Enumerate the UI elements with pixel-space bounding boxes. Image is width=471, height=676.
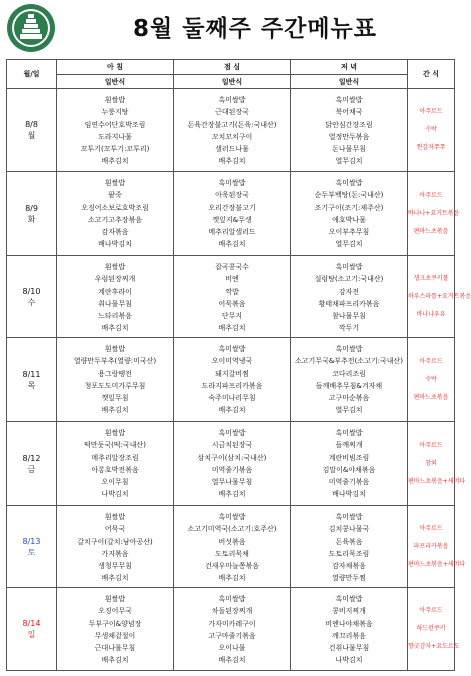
menu-item: 흰쌀밥 [104, 179, 126, 187]
snack-item: 아주르드 [419, 441, 443, 449]
snack-item: 바나나우유 [416, 310, 446, 318]
snack-item: 찐감자쭈쭈 [416, 144, 446, 151]
menu-item: 북어채국 [335, 108, 363, 117]
menu-item: 오이부추무침 [328, 228, 370, 237]
breakfast-cell [57, 422, 174, 506]
menu-item: 깍두기 [338, 324, 360, 333]
menu-item: 열량만두부추(열량:미국산) [73, 357, 157, 366]
menu-item: 시금치된장국 [211, 441, 253, 450]
emblem-logo [6, 3, 56, 53]
menu-item: 누룽지탕 [101, 108, 129, 117]
menu-item: 흰쌀밥 [104, 513, 126, 521]
menu-item: 배추김치 [218, 490, 246, 499]
snack-cell [408, 338, 455, 422]
menu-item: 배추김치 [101, 157, 129, 166]
menu-item: 열정만두볶음 [328, 132, 370, 141]
date-label: 8/13 [22, 536, 41, 546]
menu-item: 꼬투기(꼬투기:꼬투리) [80, 145, 150, 154]
snack-cell [408, 588, 460, 671]
header [0, 0, 458, 56]
snack-cell [408, 89, 455, 172]
menu-item: 돼지갈비찜 [215, 369, 249, 378]
dinner-cell [291, 588, 408, 671]
menu-item: 고구마순볶음 [328, 394, 370, 403]
menu-item: 계란후라이 [98, 287, 132, 296]
menu-item: 계란비빔조림 [328, 453, 370, 462]
menu-item: 흰쌀밥 [104, 96, 126, 104]
dinner-subheader: 일반식 [291, 75, 408, 89]
dinner-cell [291, 506, 408, 588]
menu-item: 나박김치 [335, 656, 363, 665]
lunch-cell [174, 588, 291, 671]
menu-item: 돈육간장불고기(돈육:국내산) [187, 120, 277, 129]
breakfast-cell [57, 172, 174, 256]
menu-item: 아롱호박전볶음 [91, 465, 139, 474]
snack-item: 아주르드 [419, 607, 443, 614]
weekday-label: 금 [27, 464, 36, 474]
lunch-cell [174, 422, 291, 506]
page-title: 8월 둘째주 주간메뉴표 [133, 16, 377, 42]
breakfast-cell [57, 89, 174, 172]
date-label: 8/14 [22, 619, 41, 628]
menu-item: 팥죽 [108, 191, 122, 200]
menu-item: 열무김치 [335, 406, 363, 415]
menu-item: 가자미카레구이 [208, 619, 256, 628]
menu-item: 배추김치 [218, 157, 246, 166]
menu-item: 흑미쌀밥 [335, 513, 363, 521]
menu-item: 애호박나물 [332, 215, 366, 224]
menu-item: 조기구이(조기:제주산) [314, 203, 384, 212]
menu-item: 소고기미역국(소고기:호주산) [187, 525, 277, 534]
menu-item: 오징어소보로호박조림 [81, 203, 149, 212]
menu-item: 근대나물무침 [94, 644, 136, 653]
snack-item: 편마느초볶음+새머다 [408, 560, 466, 568]
weekday-label: 일 [27, 630, 36, 639]
menu-item: 임연수어단호박조림 [84, 120, 146, 129]
lunch-header: 점 심 [174, 60, 291, 75]
menu-item: 느타리볶음 [98, 312, 132, 321]
dinner-cell [291, 172, 408, 256]
menu-item: 배추김치 [218, 240, 246, 249]
menu-item: 열량만두찜 [332, 574, 366, 583]
snack-item: 아주르드 [419, 191, 443, 199]
menu-item: 흰쌀밥 [104, 263, 126, 271]
menu-item: 도토리묵조림 [328, 549, 370, 558]
menu-item: 깍밥 [225, 287, 239, 296]
day-header: 월/일 [7, 60, 57, 89]
menu-item: 콩비지찌개 [332, 607, 366, 616]
dinner-cell [291, 422, 408, 506]
snack-cell [408, 172, 460, 256]
snack-item: 하루스파를+요거트볶음 [408, 292, 471, 300]
date-cell [7, 89, 57, 172]
menu-item: 고구마줄기볶음 [208, 631, 256, 640]
menu-item: 깨끄리볶음 [332, 631, 366, 640]
menu-item: 나박김치 [101, 490, 129, 499]
menu-item: 숙주미나리무침 [208, 394, 256, 403]
menu-item: 취나물무침 [98, 299, 132, 308]
lunch-cell [174, 89, 291, 172]
menu-item: 버섯볶음 [218, 537, 246, 546]
menu-item: 배나박김치 [332, 490, 366, 499]
menu-item: 흑미쌀밥 [218, 513, 246, 521]
snack-item: 수박 [425, 126, 437, 133]
menu-item: 두부구이&양념장 [88, 619, 142, 628]
day-row [7, 588, 455, 671]
breakfast-cell [57, 338, 174, 422]
menu-item: 건취나물무침 [328, 644, 370, 653]
day-row [7, 506, 455, 588]
date-cell [7, 338, 57, 422]
menu-item: 흑미쌀밥 [335, 595, 363, 603]
snack-cell [408, 422, 466, 506]
breakfast-cell [57, 588, 174, 671]
menu-item: 오이무침 [101, 478, 129, 487]
menu-item: 비엔나야채볶음 [325, 619, 373, 628]
menu-item: 참나물무침 [332, 312, 366, 321]
menu-item: 흑미쌀밥 [218, 345, 246, 353]
day-row [7, 172, 455, 256]
dinner-header: 저 녁 [291, 60, 408, 75]
menu-item: 배추김치 [218, 656, 246, 665]
menu-item: 열무김치 [335, 157, 363, 166]
menu-item: 오이미역냉국 [211, 357, 253, 366]
menu-item: 들깨찌개 [335, 441, 363, 450]
menu-item: 차돌된장찌개 [211, 607, 253, 616]
menu-item: 무생채겉절이 [94, 631, 136, 640]
menu-item: 꼬치꼬치구이 [211, 132, 253, 141]
menu-item: 설렁탕(소고기:국내산) [314, 275, 384, 284]
menu-item: 오징어무국 [98, 607, 132, 616]
snack-item: 아주르드 [419, 357, 443, 365]
menu-item: 떡만둣국(떡:국내산) [84, 441, 146, 450]
date-label: 8/11 [22, 369, 41, 379]
menu-item: 김치콩나물국 [328, 525, 370, 534]
snack-item: 편마느초볶음 [413, 393, 449, 401]
menu-item: 흑미쌀밥 [335, 345, 363, 353]
breakfast-cell [57, 506, 174, 588]
breakfast-header: 아 침 [57, 60, 174, 75]
menu-item: 잡곡콩국수 [215, 263, 249, 271]
day-row [7, 422, 455, 506]
snack-cell [408, 506, 466, 588]
weekday-label: 목 [27, 380, 36, 390]
menu-item: 닭안심간장조림 [325, 120, 373, 129]
menu-item: 메추리알샐러드 [208, 228, 256, 237]
lunch-cell [174, 256, 291, 338]
date-label: 8/10 [22, 286, 41, 296]
menu-item: 배추김치 [101, 656, 129, 665]
menu-item: 흑미쌀밥 [218, 96, 246, 104]
snack-cell [408, 256, 471, 338]
menu-item: 들깨배추무침&겨자채 [315, 381, 383, 390]
snack-item: 아주르드 [419, 524, 443, 532]
menu-item: 배추김치 [101, 406, 129, 415]
snack-item: 하드런쿠키 [416, 625, 446, 632]
menu-item: 오이나물 [218, 644, 246, 653]
menu-item: 어묵국 [104, 525, 126, 534]
menu-item: 배추김치 [218, 574, 246, 583]
menu-item: 깻잎무침 [101, 394, 129, 403]
lunch-cell [174, 172, 291, 256]
day-row [7, 338, 455, 422]
lunch-cell [174, 506, 291, 588]
menu-item: 흰쌀밥 [104, 345, 126, 353]
menu-item: 배추김치 [218, 406, 246, 415]
menu-item: 아욱된장국 [215, 191, 249, 200]
menu-item: 코다리조림 [332, 369, 366, 378]
menu-item: 흑미쌀밥 [335, 429, 363, 437]
menu-item: 미역줄기볶음 [211, 465, 253, 474]
menu-item: 소고기무국&부추전(소고기:국내산) [295, 357, 403, 366]
menu-item: 흑미쌀밥 [218, 429, 246, 437]
menu-item: 비엔 [225, 275, 239, 284]
menu-item: 감자볶음 [101, 228, 129, 237]
date-label: 8/9 [25, 203, 38, 213]
menu-item: 감자전 [338, 287, 360, 296]
menu-item: 미역줄기볶음 [328, 478, 370, 487]
menu-item: 흰쌀밥 [104, 595, 126, 603]
snack-item: 편마느초볶음+새머다 [408, 477, 466, 485]
weekly-menu-table [6, 59, 471, 671]
date-cell [7, 172, 57, 256]
snack-header: 간 식 [408, 60, 455, 89]
menu-item: 근대된장국 [215, 108, 249, 117]
snack-item: 아주르드 [419, 108, 443, 115]
snack-item: 편마느초볶음 [413, 227, 449, 235]
menu-item: 김말이&야채볶음 [322, 465, 376, 474]
menu-item: 감자채볶음 [332, 562, 366, 571]
menu-item: 깻잎지&무생 [212, 215, 252, 224]
menu-item: 생청무무침 [98, 562, 132, 571]
menu-item: 청포도도미가루무침 [84, 381, 146, 390]
breakfast-subheader: 일반식 [57, 75, 174, 89]
menu-item: 배추김치 [101, 574, 129, 583]
menu-item: 배나박김치 [98, 240, 132, 249]
date-cell [7, 506, 57, 588]
weekday-label: 토 [27, 547, 36, 557]
menu-item: 배추김치 [101, 324, 129, 333]
snack-item: 생크초쿠키볼 [413, 274, 449, 282]
lunch-cell [174, 338, 291, 422]
menu-item: 열무나물무침 [211, 478, 253, 487]
menu-item: 소고기고추장볶음 [87, 215, 143, 224]
menu-item: 돈육볶음 [335, 537, 363, 546]
menu-item: 흰쌀밥 [104, 429, 126, 437]
date-cell [7, 422, 57, 506]
menu-item: 도토리묵채 [215, 549, 249, 558]
dinner-cell [291, 89, 408, 172]
menu-item: 단무지 [221, 312, 243, 321]
weekday-label: 수 [27, 297, 36, 307]
dinner-cell [291, 256, 408, 338]
menu-item: 메추리알장조림 [91, 453, 139, 462]
menu-item: 삼치구이(삼치:국내산) [197, 453, 267, 462]
menu-item: 열무김치 [335, 240, 363, 249]
day-row [7, 89, 455, 172]
header-row [7, 60, 455, 75]
menu-item: 건새우마늘쫑볶음 [204, 562, 260, 571]
breakfast-cell [57, 256, 174, 338]
date-cell [7, 256, 57, 338]
date-label: 8/8 [25, 120, 38, 129]
menu-item: 도라지나물 [98, 132, 132, 141]
menu-item: 갈치구이(갈치:남아공산) [77, 537, 153, 546]
menu-item: 도라지파프리카볶음 [201, 381, 263, 390]
menu-item: 용그랑땡전 [98, 369, 132, 378]
snack-item: 향긋감자+요도르도 [408, 643, 460, 650]
snack-item: 참외 [425, 459, 437, 467]
date-label: 8/12 [22, 453, 41, 463]
menu-item: 샐러드나물 [215, 145, 249, 154]
snack-item: 바나나+요거트볶음 [408, 209, 460, 217]
snack-item: 파프리카볶음 [413, 542, 449, 550]
menu-item: 순두부백탕(돈:국내산) [314, 191, 384, 200]
lunch-subheader: 일반식 [174, 75, 291, 89]
menu-item: 가지볶음 [101, 549, 129, 558]
menu-item: 흑미쌀밥 [335, 179, 363, 187]
date-cell [7, 588, 57, 671]
menu-item: 흑미쌀밥 [335, 96, 363, 104]
menu-item: 흑미쌀밥 [218, 179, 246, 187]
menu-item: 오리간장불고기 [208, 203, 256, 212]
menu-item: 황태채파프리카볶음 [318, 299, 380, 308]
menu-item: 우렁된장찌개 [94, 275, 136, 284]
subheader-row [7, 75, 455, 89]
menu-item: 돈나물무침 [332, 145, 366, 154]
snack-item: 수박 [425, 375, 437, 383]
dinner-cell [291, 338, 408, 422]
menu-item: 흑미쌀밥 [218, 595, 246, 603]
menu-item: 배추김치 [218, 324, 246, 333]
day-row [7, 256, 455, 338]
weekday-label: 화 [27, 214, 36, 224]
menu-item: 어묵볶음 [218, 299, 246, 308]
menu-item: 흑미쌀밥 [335, 263, 363, 271]
weekday-label: 월 [27, 131, 36, 140]
